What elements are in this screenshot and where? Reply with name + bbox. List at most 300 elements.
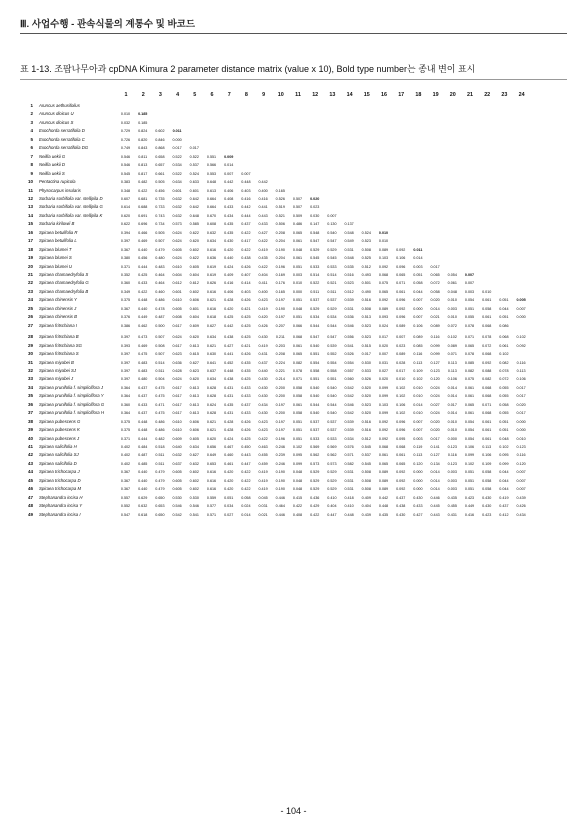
distance-cell: 0.044 (413, 289, 423, 294)
distance-cell: 0.419 (258, 247, 268, 252)
distance-cell: 0.055 (499, 385, 509, 390)
distance-cell: 0.562 (310, 453, 320, 458)
distance-cell: 0.529 (327, 247, 337, 252)
distance-cell: 0.092 (482, 360, 492, 365)
distance-cell: 0.420 (224, 470, 234, 475)
distance-cell: 0.099 (499, 461, 509, 466)
distance-cell: 0.051 (464, 478, 475, 483)
distance-cell: 0.749 (120, 146, 131, 151)
distance-cell: 0.007 (327, 213, 337, 218)
distance-cell: 0.656 (206, 445, 217, 449)
distance-cell: 0.622 (189, 230, 199, 235)
distance-cell: 0.442 (258, 180, 268, 185)
row-number: 2 (30, 111, 33, 117)
distance-cell: 0.433 (258, 222, 268, 227)
distance-cell: 0.058 (499, 402, 509, 407)
distance-cell: 0.367 (120, 478, 131, 483)
column-header: 9 (262, 92, 266, 98)
distance-cell: 0.367 (120, 470, 131, 475)
distance-cell: 0.408 (292, 512, 303, 517)
column-header: 16 (381, 92, 387, 98)
distance-cell: 0.380 (120, 256, 131, 261)
distance-cell: 0.065 (464, 343, 475, 348)
distance-cell: 0.116 (447, 453, 457, 458)
distance-cell: 0.622 (189, 256, 199, 261)
distance-cell: 0.360 (120, 281, 131, 286)
distance-cell: 0.512 (361, 436, 371, 441)
distance-cell: 0.547 (327, 239, 337, 244)
distance-cell: 0.650 (155, 495, 165, 500)
distance-cell: 0.529 (310, 470, 320, 475)
taxon-name: Spiraea prunifolia f. simpliciflora G (39, 401, 105, 407)
distance-cell: 0.531 (344, 247, 354, 252)
distance-cell: 0.548 (344, 256, 354, 261)
distance-cell: 0.529 (327, 306, 337, 311)
distance-cell: 0.632 (172, 453, 182, 458)
distance-cell: 0.089 (430, 323, 440, 328)
distance-cell: 0.429 (310, 504, 320, 509)
distance-cell: 0.402 (120, 461, 131, 466)
distance-cell: 0.017 (430, 436, 440, 441)
distance-cell: 0.485 (138, 461, 148, 466)
distance-cell: 0.000 (292, 289, 303, 294)
distance-cell: 0.096 (396, 428, 406, 433)
distance-cell: 0.190 (275, 306, 285, 311)
column-header: 14 (346, 92, 353, 98)
distance-cell: 0.054 (464, 436, 475, 441)
distance-cell: 0.102 (396, 385, 406, 390)
distance-cell: 0.017 (396, 368, 406, 373)
distance-cell: 0.096 (396, 298, 406, 303)
distance-cell: 0.513 (361, 315, 371, 320)
distance-cell: 0.621 (206, 343, 217, 348)
distance-cell: 0.466 (138, 230, 148, 235)
distance-cell: 0.511 (155, 453, 165, 458)
distance-cell: 0.051 (292, 315, 303, 320)
distance-cell: 0.811 (138, 154, 148, 159)
row-number: 8 (30, 162, 33, 168)
distance-cell: 0.516 (361, 428, 371, 433)
column-header: 13 (329, 92, 336, 98)
distance-cell: 0.522 (310, 281, 320, 286)
distance-cell: 0.426 (241, 264, 251, 269)
distance-cell: 0.197 (275, 298, 285, 303)
taxon-name: Spiraea fritschiana I (39, 322, 77, 328)
distance-cell: 0.402 (120, 453, 131, 458)
distance-cell: 0.642 (189, 205, 199, 210)
distance-cell: 0.633 (189, 180, 199, 185)
distance-cell: 0.092 (516, 343, 526, 348)
distance-cell: 0.478 (155, 306, 165, 311)
distance-cell: 0.529 (310, 247, 320, 252)
taxon-name: Spiraea chamaedryfolia G (39, 280, 89, 286)
distance-cell: 0.531 (344, 470, 354, 475)
distance-cell: 0.486 (155, 428, 165, 433)
distance-cell: 0.605 (172, 470, 182, 475)
distance-cell: 0.207 (275, 323, 285, 328)
distance-cell: 0.508 (361, 478, 371, 483)
distance-cell: 0.507 (292, 196, 303, 201)
distance-cell: 0.120 (430, 377, 440, 382)
distance-cell: 0.531 (344, 306, 354, 311)
distance-cell: 0.824 (138, 129, 148, 134)
distance-cell: 0.628 (206, 411, 217, 416)
distance-cell: 0.092 (396, 478, 406, 483)
section-header: Ⅲ. 사업수행 - 관속식물의 계통수 및 바코드 (20, 19, 196, 30)
distance-cell: 0.615 (189, 352, 199, 357)
distance-cell: 0.480 (155, 256, 165, 261)
distance-cell: 0.082 (292, 360, 303, 365)
distance-cell: 0.439 (361, 512, 371, 517)
distance-cell: 0.653 (206, 461, 217, 466)
distance-cell: 0.020 (378, 377, 389, 382)
distance-cell: 0.203 (275, 343, 285, 348)
distance-cell: 0.089 (396, 352, 406, 357)
distance-cell: 0.000 (516, 428, 526, 433)
distance-cell: 0.540 (310, 385, 320, 390)
distance-cell: 0.078 (464, 323, 475, 328)
distance-cell: 0.479 (155, 470, 165, 475)
distance-cell: 0.463 (258, 445, 268, 449)
distance-cell: 0.515 (361, 343, 371, 348)
distance-cell: 0.014 (430, 487, 440, 492)
distance-cell: 0.630 (206, 352, 217, 357)
distance-cell: 0.632 (138, 504, 148, 509)
distance-cell: 0.617 (172, 343, 182, 348)
distance-cell: 0.427 (413, 512, 423, 517)
row-number: 20 (27, 263, 33, 269)
distance-cell: 0.419 (258, 470, 268, 475)
distance-cell: 0.483 (138, 360, 148, 365)
row-number: 36 (27, 401, 33, 407)
distance-cell: 0.524 (361, 230, 371, 235)
distance-cell: 0.127 (430, 360, 440, 365)
distance-cell: 0.632 (206, 230, 217, 235)
distance-cell: 0.529 (327, 478, 337, 483)
column-header: 4 (176, 92, 180, 98)
distance-cell: 0.190 (275, 487, 285, 492)
distance-cell: 0.542 (344, 411, 354, 416)
distance-cell: 0.559 (206, 495, 217, 500)
distance-cell: 0.048 (292, 487, 303, 492)
distance-cell: 0.051 (292, 264, 303, 269)
distance-cell: 0.641 (206, 360, 217, 365)
distance-cell: 0.147 (310, 222, 320, 227)
distance-cell: 0.058 (292, 385, 303, 390)
distance-cell: 0.185 (138, 120, 148, 125)
distance-cell: 0.469 (138, 343, 148, 348)
distance-cell: 0.061 (482, 436, 492, 441)
distance-cell: 0.437 (138, 411, 148, 416)
taxon-name: Aruncus dioicus S (39, 119, 74, 125)
taxon-name: Spiraea trichocarpa J (39, 469, 80, 475)
distance-cell: 0.410 (344, 504, 354, 509)
distance-cell: 0.620 (206, 436, 217, 441)
taxon-name: Spiraea chinensis Y (39, 297, 77, 303)
taxon-name: Spiraea fritschiana B (39, 334, 79, 340)
distance-cell: 0.449 (138, 315, 148, 320)
distance-cell: 0.439 (516, 495, 526, 500)
distance-cell: 0.007 (413, 428, 423, 433)
distance-cell: 0.418 (344, 495, 354, 500)
distance-cell: 0.545 (310, 256, 320, 261)
distance-cell: 0.616 (206, 306, 217, 311)
distance-cell: 0.068 (482, 411, 492, 416)
row-number: 44 (27, 469, 33, 475)
distance-cell: 0.508 (361, 487, 371, 492)
distance-cell: 0.020 (516, 402, 526, 407)
distance-cell: 0.010 (292, 281, 303, 286)
distance-cell: 0.065 (464, 402, 475, 407)
distance-cell: 0.545 (361, 445, 371, 449)
distance-cell: 0.846 (155, 137, 165, 142)
row-number: 48 (27, 503, 33, 509)
distance-cell: 0.540 (327, 394, 337, 399)
distance-cell: 0.400 (258, 188, 268, 193)
distance-cell: 0.007 (516, 478, 526, 483)
distance-cell: 0.618 (206, 315, 217, 320)
distance-cell: 0.433 (241, 385, 251, 390)
distance-cell: 0.109 (413, 368, 423, 373)
distance-cell: 0.479 (155, 487, 165, 492)
distance-cell: 0.027 (430, 402, 440, 407)
taxon-name: Neillia uekii G (39, 153, 66, 159)
distance-cell: 0.733 (155, 205, 165, 210)
distance-cell: 0.634 (172, 180, 182, 185)
distance-cell: 0.246 (275, 445, 285, 449)
distance-cell: 0.440 (138, 478, 148, 483)
distance-cell: 0.014 (447, 385, 457, 390)
distance-cell: 0.605 (172, 478, 182, 483)
distance-cell: 0.102 (464, 461, 475, 466)
distance-cell: 0.475 (155, 385, 165, 390)
distance-cell: 0.537 (327, 428, 337, 433)
distance-cell: 0.176 (275, 281, 285, 286)
distance-cell: 0.420 (224, 487, 234, 492)
taxon-name: Spiraea prunifolia f. simpliciflora Y (39, 393, 104, 399)
distance-cell: 0.099 (464, 453, 475, 458)
distance-cell: 0.552 (327, 352, 337, 357)
distance-cell: 0.020 (430, 298, 440, 303)
distance-cell: 0.519 (275, 205, 285, 210)
distance-cell: 0.533 (310, 264, 320, 269)
distance-cell: 0.017 (516, 394, 526, 399)
distance-cell: 0.585 (189, 222, 199, 227)
distance-cell: 0.440 (138, 247, 148, 252)
distance-cell: 0.523 (361, 402, 371, 407)
taxon-name: Exochorda serratifolia C (39, 136, 85, 142)
distance-cell: 0.531 (344, 478, 354, 483)
distance-cell: 0.416 (258, 196, 268, 201)
distance-cell: 0.092 (378, 264, 389, 269)
distance-cell: 0.010 (447, 419, 457, 424)
distance-cell: 0.420 (224, 478, 234, 483)
distance-cell: 0.411 (258, 281, 268, 286)
distance-cell: 0.525 (361, 256, 371, 261)
distance-cell: 0.433 (138, 402, 148, 407)
distance-cell: 0.455 (447, 504, 457, 509)
distance-cell: 0.483 (155, 264, 165, 269)
distance-cell: 0.431 (258, 352, 268, 357)
distance-cell: 0.010 (378, 239, 389, 244)
row-number: 5 (30, 136, 33, 142)
distance-cell: 0.072 (447, 323, 457, 328)
distance-cell: 0.506 (275, 222, 285, 227)
distance-cell: 0.061 (464, 385, 475, 390)
distance-cell: 0.479 (155, 247, 165, 252)
distance-cell: 0.061 (464, 411, 475, 416)
distance-cell: 0.529 (310, 306, 320, 311)
distance-cell: 0.032 (120, 120, 131, 125)
distance-cell: 0.602 (189, 487, 199, 492)
distance-cell: 0.547 (120, 512, 131, 517)
distance-cell: 0.078 (464, 352, 475, 357)
distance-cell: 0.394 (120, 230, 131, 235)
distance-cell: 0.048 (292, 478, 303, 483)
column-header: 10 (277, 92, 284, 98)
distance-cell: 0.602 (189, 478, 199, 483)
distance-cell: 0.435 (241, 368, 251, 373)
distance-cell: 0.526 (275, 196, 285, 201)
distance-cell: 0.813 (138, 163, 148, 168)
column-header: 15 (363, 92, 370, 98)
distance-cell: 0.605 (172, 306, 182, 311)
distance-cell: 0.051 (499, 428, 509, 433)
distance-cell: 0.602 (155, 129, 165, 134)
distance-cell: 0.027 (224, 512, 234, 517)
distance-cell: 0.637 (172, 461, 182, 466)
distance-cell: 0.427 (258, 230, 268, 235)
distance-cell: 0.102 (413, 377, 423, 382)
distance-cell: 0.547 (310, 239, 320, 244)
distance-cell: 0.443 (241, 453, 251, 458)
distance-cell: 0.422 (241, 247, 251, 252)
distance-cell: 0.549 (344, 239, 354, 244)
distance-cell: 0.024 (378, 323, 389, 328)
distance-cell: 0.529 (327, 487, 337, 492)
distance-cell: 0.003 (413, 264, 423, 269)
distance-cell: 0.469 (138, 239, 148, 244)
distance-cell: 0.397 (120, 360, 131, 365)
distance-cell: 0.544 (327, 323, 337, 328)
distance-cell: 0.534 (172, 163, 182, 168)
distance-cell: 0.634 (189, 445, 199, 449)
row-number: 32 (27, 367, 33, 373)
distance-cell: 0.423 (258, 428, 268, 433)
distance-cell: 0.061 (482, 419, 492, 424)
distance-cell: 0.624 (172, 256, 182, 261)
row-number: 18 (27, 246, 33, 252)
distance-cell: 0.505 (155, 230, 165, 235)
distance-cell: 0.516 (361, 298, 371, 303)
distance-cell: 0.501 (361, 281, 371, 286)
distance-cell: 0.452 (224, 360, 234, 365)
distance-cell: 0.621 (206, 428, 217, 433)
distance-cell: 0.010 (413, 385, 423, 390)
distance-cell: 0.546 (172, 504, 182, 509)
distance-cell: 0.185 (138, 112, 148, 117)
row-number: 45 (27, 477, 33, 483)
distance-cell: 0.446 (275, 512, 285, 517)
distance-cell: 0.609 (172, 436, 182, 441)
distance-cell: 0.504 (155, 377, 165, 382)
distance-cell: 0.383 (120, 180, 131, 185)
distance-cell: 0.551 (327, 377, 337, 382)
distance-cell: 0.055 (499, 411, 509, 416)
distance-cell: 0.621 (206, 419, 217, 424)
distance-cell: 0.523 (361, 239, 371, 244)
distance-cell: 0.048 (292, 470, 303, 475)
distance-cell: 0.404 (361, 504, 371, 509)
distance-cell: 0.430 (482, 495, 492, 500)
distance-cell: 0.529 (310, 478, 320, 483)
distance-cell: 0.533 (327, 436, 337, 441)
distance-cell: 0.024 (430, 394, 440, 399)
distance-cell: 0.619 (206, 273, 217, 277)
distance-cell: 0.089 (378, 470, 389, 475)
distance-cell: 0.634 (206, 239, 217, 244)
distance-cell: 0.106 (396, 402, 406, 407)
distance-cell: 0.648 (206, 180, 217, 185)
distance-cell: 0.072 (482, 343, 492, 348)
distance-cell: 0.616 (206, 478, 217, 483)
distance-cell: 0.448 (378, 504, 389, 509)
distance-cell: 0.542 (344, 394, 354, 399)
distance-cell: 0.061 (378, 453, 389, 458)
distance-cell: 0.058 (292, 411, 303, 416)
distance-cell: 0.508 (361, 247, 371, 252)
distance-cell: 0.636 (206, 256, 217, 261)
distance-cell: 0.061 (499, 343, 509, 348)
distance-cell: 0.000 (413, 478, 423, 483)
distance-cell: 0.430 (224, 239, 234, 244)
distance-cell: 0.072 (430, 281, 440, 286)
distance-cell: 0.648 (189, 213, 199, 218)
distance-cell: 0.621 (206, 298, 217, 303)
distance-cell: 0.200 (275, 411, 285, 416)
distance-cell: 0.208 (275, 352, 285, 357)
distance-cell: 0.416 (241, 196, 251, 201)
distance-cell: 0.448 (241, 180, 251, 185)
row-number: 11 (28, 187, 33, 193)
row-number: 26 (27, 314, 33, 320)
distance-cell: 0.048 (499, 436, 509, 441)
distance-cell: 0.023 (396, 343, 406, 348)
distance-cell: 0.566 (206, 163, 217, 168)
distance-cell: 0.539 (344, 298, 354, 303)
row-number: 41 (27, 444, 33, 449)
distance-cell: 0.486 (155, 419, 165, 424)
distance-cell: 0.546 (344, 402, 354, 407)
distance-cell: 0.601 (189, 188, 199, 193)
distance-cell: 0.017 (172, 146, 182, 151)
distance-cell: 0.068 (499, 335, 509, 340)
distance-cell: 0.106 (516, 377, 526, 382)
distance-cell: 0.044 (499, 306, 509, 311)
distance-cell: 0.061 (482, 315, 492, 320)
distance-cell: 0.082 (464, 368, 475, 373)
distance-cell: 0.010 (413, 411, 423, 416)
distance-cell: 0.434 (224, 213, 234, 218)
distance-cell: 0.435 (241, 360, 251, 365)
column-header: 7 (227, 92, 231, 98)
distance-cell: 0.460 (155, 289, 165, 294)
distance-cell: 0.061 (482, 428, 492, 433)
distance-cell: 0.507 (155, 335, 165, 340)
row-number: 37 (27, 410, 33, 416)
distance-cell: 0.422 (258, 436, 268, 441)
distance-cell: 0.068 (482, 352, 492, 357)
